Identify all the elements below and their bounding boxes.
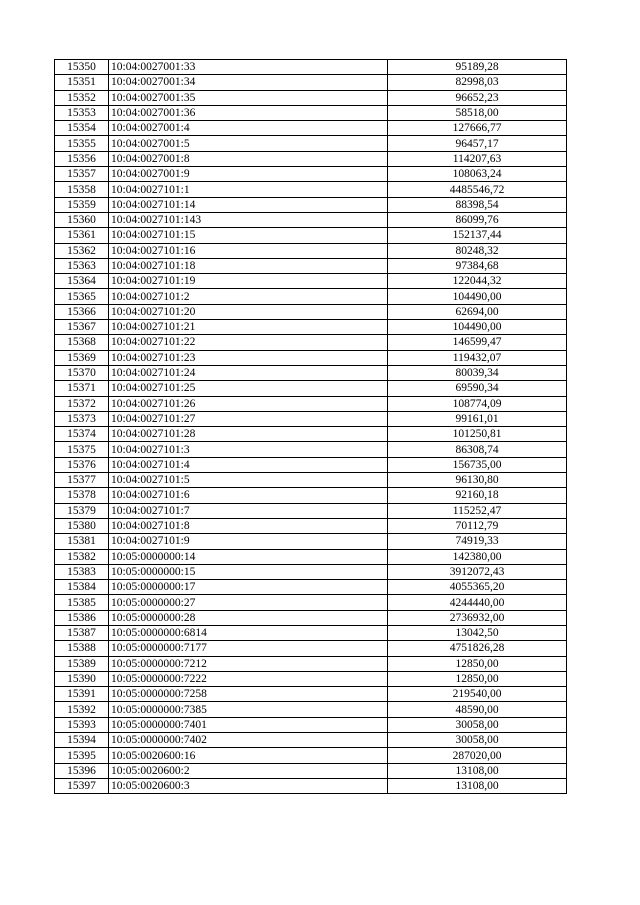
table-row <box>55 503 567 518</box>
row-number-cell: 15396 <box>55 763 109 778</box>
cadastral-number-cell: 10:05:0020600:16 <box>109 748 388 763</box>
table-row <box>55 320 567 335</box>
row-number-cell: 15370 <box>55 365 109 380</box>
value-cell: 101250,81 <box>388 427 567 442</box>
table-row <box>55 671 567 686</box>
row-number-cell: 15373 <box>55 411 109 426</box>
value-cell: 108063,24 <box>388 167 567 182</box>
table-row <box>55 60 567 75</box>
cadastral-number-cell: 10:04:0027101:22 <box>109 335 388 350</box>
value-cell: 62694,00 <box>388 304 567 319</box>
table-row <box>55 75 567 90</box>
row-number-cell: 15383 <box>55 564 109 579</box>
cadastral-number-cell: 10:04:0027001:34 <box>109 75 388 90</box>
row-number-cell: 15389 <box>55 656 109 671</box>
row-number-cell: 15371 <box>55 381 109 396</box>
row-number-cell: 15393 <box>55 717 109 732</box>
cadastral-number-cell: 10:04:0027101:14 <box>109 197 388 212</box>
row-number-cell: 15385 <box>55 595 109 610</box>
row-number-cell: 15379 <box>55 503 109 518</box>
cadastral-number-cell: 10:04:0027101:19 <box>109 274 388 289</box>
table-row <box>55 564 567 579</box>
value-cell: 4751826,28 <box>388 641 567 656</box>
value-cell: 74919,33 <box>388 534 567 549</box>
cadastral-number-cell: 10:04:0027101:23 <box>109 350 388 365</box>
table-row <box>55 335 567 350</box>
table-row <box>55 151 567 166</box>
value-cell: 104490,00 <box>388 320 567 335</box>
value-cell: 88398,54 <box>388 197 567 212</box>
value-cell: 58518,00 <box>388 105 567 120</box>
row-number-cell: 15374 <box>55 427 109 442</box>
table-row <box>55 518 567 533</box>
cadastral-number-cell: 10:05:0000000:7385 <box>109 702 388 717</box>
cadastral-number-cell: 10:04:0027101:16 <box>109 243 388 258</box>
value-cell: 96130,80 <box>388 473 567 488</box>
value-cell: 108774,09 <box>388 396 567 411</box>
value-cell: 4485546,72 <box>388 182 567 197</box>
value-cell: 104490,00 <box>388 289 567 304</box>
table-row <box>55 687 567 702</box>
value-cell: 219540,00 <box>388 687 567 702</box>
cadastral-number-cell: 10:04:0027101:15 <box>109 228 388 243</box>
row-number-cell: 15378 <box>55 488 109 503</box>
row-number-cell: 15391 <box>55 687 109 702</box>
row-number-cell: 15360 <box>55 212 109 227</box>
value-cell: 30058,00 <box>388 733 567 748</box>
row-number-cell: 15358 <box>55 182 109 197</box>
table-row <box>55 411 567 426</box>
table-row <box>55 656 567 671</box>
cadastral-number-cell: 10:04:0027101:1 <box>109 182 388 197</box>
cadastral-number-cell: 10:04:0027101:7 <box>109 503 388 518</box>
table-row <box>55 442 567 457</box>
table-row <box>55 90 567 105</box>
cadastral-number-cell: 10:05:0000000:7177 <box>109 641 388 656</box>
cadastral-number-cell: 10:05:0000000:7402 <box>109 733 388 748</box>
cadastral-number-cell: 10:05:0000000:7258 <box>109 687 388 702</box>
cadastral-number-cell: 10:04:0027101:143 <box>109 212 388 227</box>
row-number-cell: 15375 <box>55 442 109 457</box>
row-number-cell: 15365 <box>55 289 109 304</box>
value-cell: 86308,74 <box>388 442 567 457</box>
row-number-cell: 15353 <box>55 105 109 120</box>
value-cell: 82998,03 <box>388 75 567 90</box>
cadastral-number-cell: 10:05:0000000:15 <box>109 564 388 579</box>
value-cell: 3912072,43 <box>388 564 567 579</box>
table-row <box>55 182 567 197</box>
cadastral-number-cell: 10:04:0027101:5 <box>109 473 388 488</box>
row-number-cell: 15395 <box>55 748 109 763</box>
row-number-cell: 15351 <box>55 75 109 90</box>
value-cell: 114207,63 <box>388 151 567 166</box>
value-cell: 95189,28 <box>388 60 567 75</box>
table-row <box>55 641 567 656</box>
table-row <box>55 381 567 396</box>
value-cell: 96652,23 <box>388 90 567 105</box>
value-cell: 13108,00 <box>388 763 567 778</box>
row-number-cell: 15363 <box>55 258 109 273</box>
row-number-cell: 15382 <box>55 549 109 564</box>
table-row <box>55 427 567 442</box>
row-number-cell: 15390 <box>55 671 109 686</box>
value-cell: 69590,34 <box>388 381 567 396</box>
value-cell: 86099,76 <box>388 212 567 227</box>
cadastral-number-cell: 10:04:0027001:36 <box>109 105 388 120</box>
cadastral-number-cell: 10:05:0000000:7401 <box>109 717 388 732</box>
value-cell: 92160,18 <box>388 488 567 503</box>
value-cell: 13042,50 <box>388 625 567 640</box>
table-row <box>55 733 567 748</box>
row-number-cell: 15366 <box>55 304 109 319</box>
row-number-cell: 15392 <box>55 702 109 717</box>
value-cell: 2736932,00 <box>388 610 567 625</box>
value-cell: 30058,00 <box>388 717 567 732</box>
row-number-cell: 15377 <box>55 473 109 488</box>
table-row <box>55 396 567 411</box>
table-row <box>55 702 567 717</box>
cadastral-number-cell: 10:05:0020600:3 <box>109 778 388 793</box>
data-table <box>54 59 567 794</box>
value-cell: 115252,47 <box>388 503 567 518</box>
table-row <box>55 748 567 763</box>
row-number-cell: 15367 <box>55 320 109 335</box>
cadastral-number-cell: 10:05:0000000:14 <box>109 549 388 564</box>
row-number-cell: 15397 <box>55 778 109 793</box>
cadastral-number-cell: 10:04:0027101:2 <box>109 289 388 304</box>
cadastral-number-cell: 10:05:0000000:27 <box>109 595 388 610</box>
table-row <box>55 258 567 273</box>
table-row <box>55 350 567 365</box>
table-row <box>55 136 567 151</box>
table-row <box>55 365 567 380</box>
row-number-cell: 15387 <box>55 625 109 640</box>
row-number-cell: 15350 <box>55 60 109 75</box>
row-number-cell: 15384 <box>55 580 109 595</box>
row-number-cell: 15352 <box>55 90 109 105</box>
table-body <box>55 60 567 794</box>
row-number-cell: 15381 <box>55 534 109 549</box>
table-row <box>55 105 567 120</box>
value-cell: 287020,00 <box>388 748 567 763</box>
table-row <box>55 625 567 640</box>
row-number-cell: 15362 <box>55 243 109 258</box>
value-cell: 96457,17 <box>388 136 567 151</box>
table-row <box>55 457 567 472</box>
value-cell: 119432,07 <box>388 350 567 365</box>
row-number-cell: 15364 <box>55 274 109 289</box>
table-row <box>55 212 567 227</box>
cadastral-number-cell: 10:04:0027101:6 <box>109 488 388 503</box>
cadastral-number-cell: 10:04:0027101:28 <box>109 427 388 442</box>
value-cell: 80039,34 <box>388 365 567 380</box>
value-cell: 12850,00 <box>388 671 567 686</box>
table-row <box>55 197 567 212</box>
value-cell: 156735,00 <box>388 457 567 472</box>
value-cell: 13108,00 <box>388 778 567 793</box>
row-number-cell: 15380 <box>55 518 109 533</box>
row-number-cell: 15354 <box>55 121 109 136</box>
cadastral-number-cell: 10:04:0027101:24 <box>109 365 388 380</box>
table-row <box>55 534 567 549</box>
cadastral-number-cell: 10:04:0027101:21 <box>109 320 388 335</box>
cadastral-number-cell: 10:04:0027101:9 <box>109 534 388 549</box>
cadastral-number-cell: 10:05:0000000:7222 <box>109 671 388 686</box>
value-cell: 48590,00 <box>388 702 567 717</box>
row-number-cell: 15372 <box>55 396 109 411</box>
cadastral-number-cell: 10:04:0027101:25 <box>109 381 388 396</box>
row-number-cell: 15359 <box>55 197 109 212</box>
cadastral-number-cell: 10:05:0000000:7212 <box>109 656 388 671</box>
table-row <box>55 243 567 258</box>
value-cell: 127666,77 <box>388 121 567 136</box>
value-cell: 12850,00 <box>388 656 567 671</box>
cadastral-number-cell: 10:04:0027001:4 <box>109 121 388 136</box>
cadastral-number-cell: 10:04:0027101:27 <box>109 411 388 426</box>
table-row <box>55 610 567 625</box>
table-row <box>55 289 567 304</box>
row-number-cell: 15386 <box>55 610 109 625</box>
table-row <box>55 121 567 136</box>
cadastral-number-cell: 10:04:0027101:8 <box>109 518 388 533</box>
table-row <box>55 763 567 778</box>
table-row <box>55 228 567 243</box>
value-cell: 70112,79 <box>388 518 567 533</box>
cadastral-number-cell: 10:05:0000000:6814 <box>109 625 388 640</box>
cadastral-number-cell: 10:05:0000000:17 <box>109 580 388 595</box>
row-number-cell: 15357 <box>55 167 109 182</box>
value-cell: 80248,32 <box>388 243 567 258</box>
row-number-cell: 15361 <box>55 228 109 243</box>
value-cell: 122044,32 <box>388 274 567 289</box>
row-number-cell: 15388 <box>55 641 109 656</box>
cadastral-number-cell: 10:04:0027101:4 <box>109 457 388 472</box>
cadastral-number-cell: 10:04:0027101:26 <box>109 396 388 411</box>
cadastral-number-cell: 10:04:0027001:5 <box>109 136 388 151</box>
row-number-cell: 15368 <box>55 335 109 350</box>
cadastral-number-cell: 10:04:0027001:9 <box>109 167 388 182</box>
value-cell: 152137,44 <box>388 228 567 243</box>
value-cell: 97384,68 <box>388 258 567 273</box>
cadastral-number-cell: 10:04:0027001:8 <box>109 151 388 166</box>
value-cell: 142380,00 <box>388 549 567 564</box>
row-number-cell: 15356 <box>55 151 109 166</box>
value-cell: 4055365,20 <box>388 580 567 595</box>
cadastral-number-cell: 10:04:0027101:3 <box>109 442 388 457</box>
cadastral-number-cell: 10:05:0020600:2 <box>109 763 388 778</box>
table-row <box>55 778 567 793</box>
row-number-cell: 15376 <box>55 457 109 472</box>
cadastral-number-cell: 10:04:0027101:18 <box>109 258 388 273</box>
value-cell: 99161,01 <box>388 411 567 426</box>
row-number-cell: 15394 <box>55 733 109 748</box>
table-row <box>55 595 567 610</box>
table-row <box>55 580 567 595</box>
table-row <box>55 167 567 182</box>
row-number-cell: 15369 <box>55 350 109 365</box>
value-cell: 4244440,00 <box>388 595 567 610</box>
cadastral-number-cell: 10:04:0027001:35 <box>109 90 388 105</box>
table-row <box>55 717 567 732</box>
table-row <box>55 274 567 289</box>
table-row <box>55 304 567 319</box>
table-row <box>55 549 567 564</box>
value-cell: 146599,47 <box>388 335 567 350</box>
cadastral-number-cell: 10:05:0000000:28 <box>109 610 388 625</box>
row-number-cell: 15355 <box>55 136 109 151</box>
table-row <box>55 488 567 503</box>
table-row <box>55 473 567 488</box>
cadastral-number-cell: 10:04:0027001:33 <box>109 60 388 75</box>
cadastral-number-cell: 10:04:0027101:20 <box>109 304 388 319</box>
